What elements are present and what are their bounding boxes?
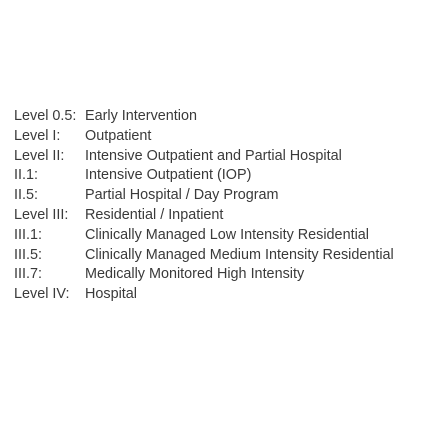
- level-label: III.5:: [14, 246, 42, 263]
- level-row: [14, 246, 426, 266]
- level-row: [14, 265, 426, 285]
- level-description: Intensive Outpatient and Partial Hospital: [85, 147, 342, 164]
- level-description: Partial Hospital / Day Program: [85, 187, 279, 204]
- level-description: Clinically Managed Low Intensity Residential: [85, 226, 369, 243]
- level-label: Level III:: [14, 206, 69, 223]
- level-label: III.1:: [14, 226, 42, 243]
- level-row: [14, 226, 426, 246]
- level-description: Intensive Outpatient (IOP): [85, 167, 252, 184]
- level-label: III.7:: [14, 266, 42, 283]
- level-description: Outpatient: [85, 127, 152, 144]
- level-label: Level 0.5:: [14, 108, 77, 124]
- level-description: Medically Monitored High Intensity: [85, 266, 305, 283]
- level-label: II.5:: [14, 187, 38, 204]
- level-description: Early Intervention: [85, 108, 197, 124]
- level-row: [14, 107, 426, 127]
- level-description: Clinically Managed Medium Intensity Residential: [85, 246, 394, 263]
- level-label: Level IV:: [14, 286, 70, 303]
- level-description: Residential / Inpatient: [85, 206, 224, 223]
- level-row: [14, 206, 426, 226]
- level-label: II.1:: [14, 167, 38, 184]
- levels-of-care-list: [14, 107, 426, 305]
- level-row: [14, 166, 426, 186]
- level-row: [14, 285, 426, 305]
- level-label: Level I:: [14, 127, 61, 144]
- level-label: Level II:: [14, 147, 65, 164]
- level-row: [14, 186, 426, 206]
- level-description: Hospital: [85, 286, 137, 303]
- level-row: [14, 147, 426, 167]
- level-row: [14, 127, 426, 147]
